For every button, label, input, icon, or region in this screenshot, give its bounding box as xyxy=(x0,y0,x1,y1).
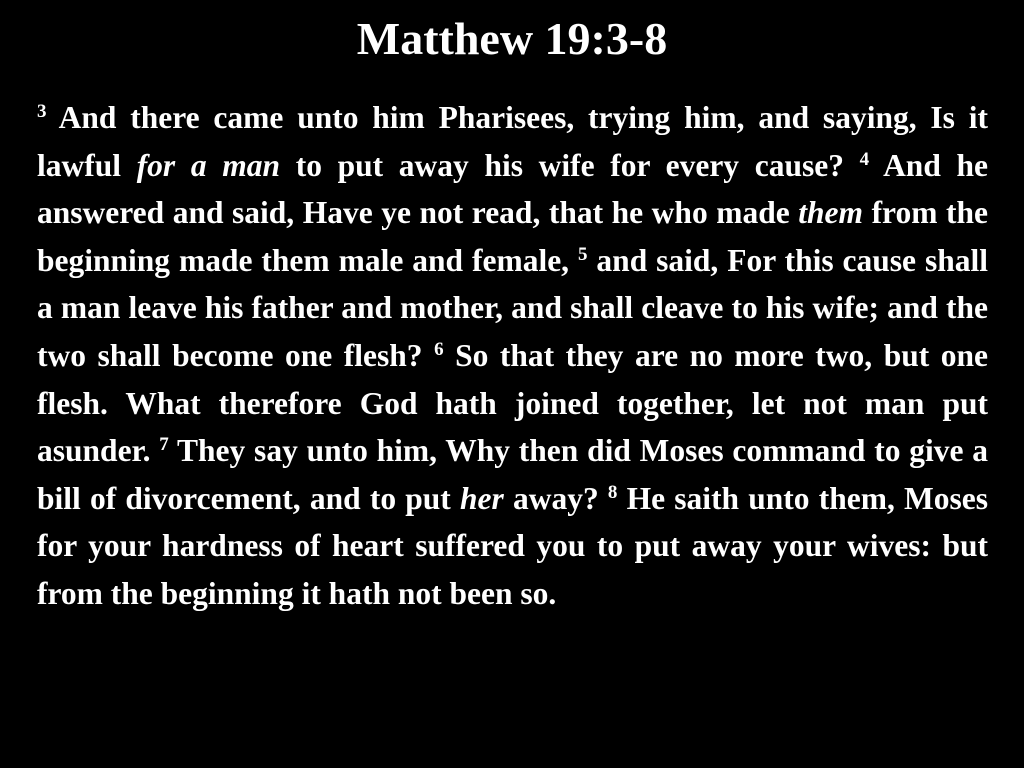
verse-text-italic: her xyxy=(460,480,504,516)
verse-text: He saith unto them, Moses for your hardness of heart suffered you to put away your wives: but from the beginning it hath not been so. xyxy=(37,480,989,611)
verse-text: And he answered and said, Have ye not read, that he who made xyxy=(37,147,989,231)
verse-text: away? xyxy=(503,480,599,516)
verse-number: 5 xyxy=(577,243,588,265)
verse-number: 3 xyxy=(37,101,47,122)
verse-text-italic: them xyxy=(798,195,864,231)
verse-number: 8 xyxy=(607,481,618,503)
verse-text-italic: for a man xyxy=(136,147,281,183)
verse-number: 6 xyxy=(434,338,444,360)
scripture-passage xyxy=(37,94,988,618)
verse-text: And there came unto him Pharisees, trying him, and saying, Is it lawful xyxy=(37,100,988,183)
verse-text: to put away his wife for every cause? xyxy=(280,147,844,183)
verse-text: from the beginning made them male and female, xyxy=(37,195,988,278)
verse-text: So that they are no more two, but one flesh. What therefore God hath joined together, let not man put asunder. xyxy=(37,337,988,469)
verse-number: 7 xyxy=(159,434,169,456)
verse-number: 4 xyxy=(859,148,870,170)
verse-text: They say unto him, Why then did Moses command to give a bill of divorcement, and to put xyxy=(37,433,988,516)
verse-text: and said, For this cause shall a man leave his father and mother, and shall cleave to his wife; and the two shall become one flesh? xyxy=(37,242,988,373)
slide-title: Matthew 19:3-8 xyxy=(356,13,668,64)
